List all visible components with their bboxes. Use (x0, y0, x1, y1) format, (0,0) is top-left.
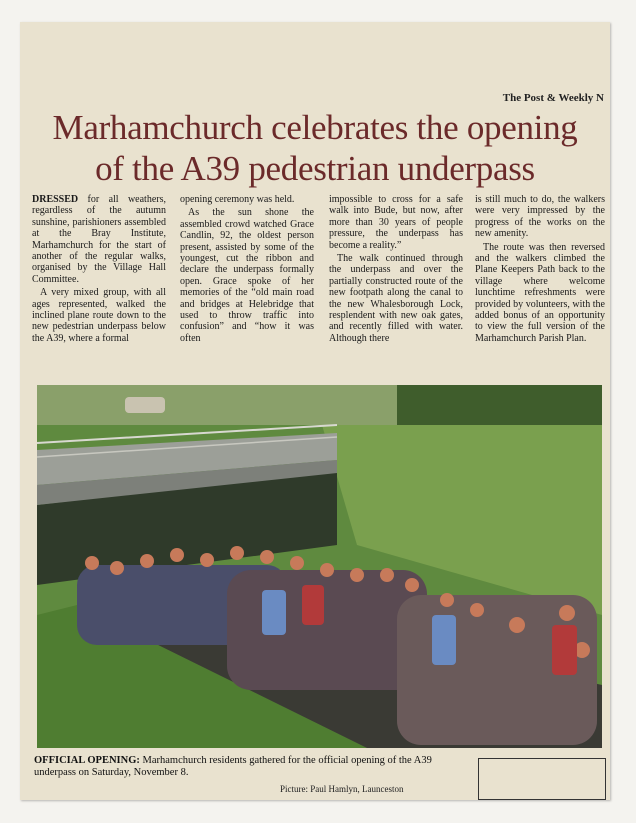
article-column-4 (475, 194, 605, 346)
column-1-paragraph-2: A very mixed group, with all ages represented, walked the inclined plane route down to the new pedestrian underpass below the A39, where a formal (32, 287, 166, 344)
column-1-paragraph-1 (32, 194, 166, 285)
column-4-paragraph-1: is still much to do, the walkers were very impressed by the progress of the works on the new amenity. (475, 194, 605, 240)
underpass-photo (37, 385, 602, 748)
newspaper-clipping (20, 22, 610, 800)
article-column-3 (329, 194, 463, 346)
photo-illustration (37, 385, 602, 748)
photo-caption (34, 755, 454, 779)
article-column-1 (32, 194, 166, 346)
masthead: The Post & Weekly N (502, 92, 604, 104)
column-3-paragraph-2: The walk continued through the underpass and over the partially constructed route of the new footpath along the canal to the new Whalesborough Lock, resplendent with new oak gates, and recently filled with water. Although there (329, 253, 463, 344)
adjacent-article-box (478, 758, 606, 800)
article-column-2 (180, 194, 314, 346)
photo-credit: Picture: Paul Hamlyn, Launceston (280, 784, 404, 794)
caption-label: OFFICIAL OPENING: (34, 755, 140, 766)
headline-line-1: Marhamchurch celebrates the opening (52, 108, 578, 147)
column-2-paragraph-1: opening ceremony was held. (180, 194, 295, 205)
column-4-paragraph-2: The route was then reversed and the walkers climbed the Plane Keepers Path back to the village where welcome lunchtime refreshments were provided by volunteers, with the added bonus of an opportunity to view the full version of the Marhamchurch Parish Plan. (475, 241, 605, 344)
headline-line-2: of the A39 pedestrian underpass (95, 149, 535, 188)
drop-lead: DRESSED (32, 194, 79, 205)
caption-text: Marhamchurch residents gathered for the official opening of the A39 underpass on Saturday, November 8. (34, 755, 432, 778)
column-3-paragraph-1: impossible to cross for a safe walk into Bude, but now, after more than 30 years of people pressure, the underpass has become a reality.” (329, 194, 463, 251)
column-2-paragraph-2: As the sun shone the assembled crowd watched Grace Candlin, 92, the oldest person present, assisted by some of the youngest, cut the ribbon and declare the underpass formally open. Grace spoke of her memories of the “old main road and bridges at Helebridge that used to throw traffic into confusion” and “how it was often (180, 207, 314, 344)
column-1-text: for all weathers, regardless of the autumn sunshine, parishioners assembled at the Bray Institute, Marhamchurch for the start of another of the regular walks, organised by the Village Hall Committee. (32, 194, 166, 285)
